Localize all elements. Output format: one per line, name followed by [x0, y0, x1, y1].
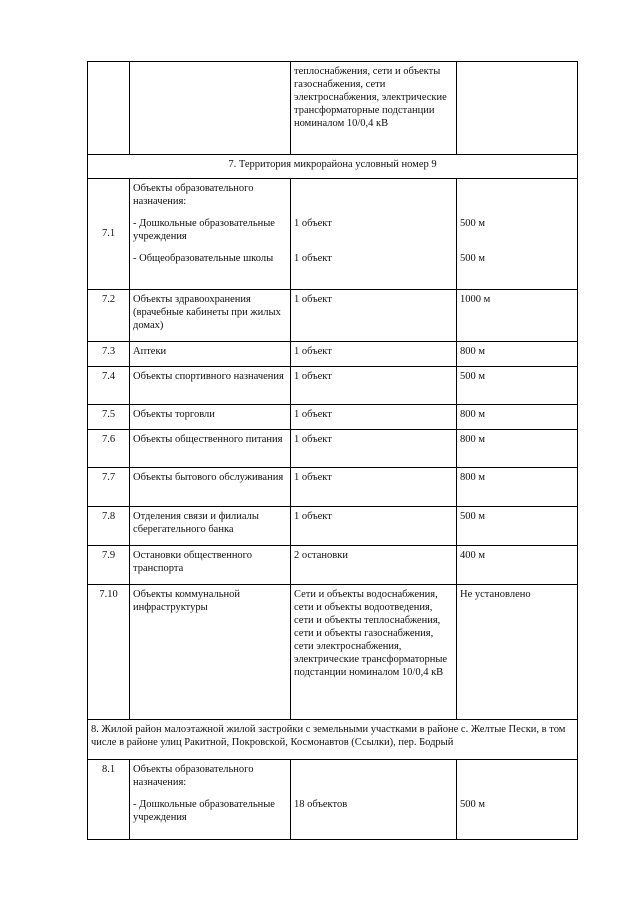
row-distance-cell: 800 м [457, 405, 578, 430]
table-row [88, 62, 578, 155]
row-number-cell [88, 62, 130, 155]
row-number-cell: 7.6 [88, 430, 130, 468]
row-distance-cell: 800 м [457, 430, 578, 468]
row-count-cell: 2 остановки [291, 546, 457, 585]
subitem-name: - Дошкольные образовательные учреждения [133, 218, 275, 242]
row-count-cell [291, 760, 457, 840]
subitem-distance: 500 м [460, 218, 486, 229]
subitem-count: 18 объектов [294, 799, 348, 810]
table-row [88, 290, 578, 342]
row-name-cell: Аптеки [130, 342, 291, 367]
row-name-cell [130, 179, 291, 290]
subitem-distance: 500 м [460, 799, 486, 810]
table-row [88, 585, 578, 720]
row-number-cell: 7.4 [88, 367, 130, 405]
row-name-cell: Объекты торговли [130, 405, 291, 430]
row-count-cell: теплоснабжения, сети и объекты газоснабжения, сети электроснабжения, электрические трансформаторные подстанции номиналом 10/0,4 кВ [291, 62, 457, 155]
row-name-cell: Отделения связи и филиалы сберегательного банка [130, 507, 291, 546]
row-distance-cell: 500 м [457, 367, 578, 405]
subitem-count: 1 объект [294, 253, 332, 264]
row-number-cell: 7.8 [88, 507, 130, 546]
row-distance-cell: 800 м [457, 468, 578, 507]
table-row [88, 468, 578, 507]
row-number-cell: 7.2 [88, 290, 130, 342]
facilities-table [87, 61, 578, 840]
row-count-cell: 1 объект [291, 290, 457, 342]
row-name-cell: Объекты спортивного назначения [130, 367, 291, 405]
row-distance-cell [457, 62, 578, 155]
row-name-cell: Остановки общественного транспорта [130, 546, 291, 585]
row-number-cell: 7.3 [88, 342, 130, 367]
row-distance-cell [457, 760, 578, 840]
section-header-row [88, 720, 578, 760]
row-number-cell: 7.9 [88, 546, 130, 585]
table-row [88, 367, 578, 405]
row-name-cell: Объекты общественного питания [130, 430, 291, 468]
row-distance-cell: 800 м [457, 342, 578, 367]
table-row [88, 179, 578, 290]
row-distance-cell [457, 179, 578, 290]
row-name-cell: Объекты коммунальной инфраструктуры [130, 585, 291, 720]
row-distance-cell: 400 м [457, 546, 578, 585]
row-number-cell: 7.10 [88, 585, 130, 720]
row-number-cell: 7.5 [88, 405, 130, 430]
row-distance-cell: 500 м [457, 507, 578, 546]
row-name-cell: Объекты здравоохранения (врачебные кабинеты при жилых домах) [130, 290, 291, 342]
row-number-cell: 8.1 [88, 760, 130, 840]
row-distance-cell: Не установлено [457, 585, 578, 720]
section-8-title: 8. Жилой район малоэтажной жилой застройки с земельными участками в районе с. Желтые Пески, в том числе в районе улиц Ракитной, Покровской, Космонавтов (Ссылки), пер. Бодрый [88, 720, 578, 760]
row-number-cell: 7.1 [88, 179, 130, 290]
group-title: Объекты образовательного назначения: [133, 764, 254, 788]
table-row [88, 405, 578, 430]
subitem-distance: 500 м [460, 253, 486, 264]
row-name-cell [130, 760, 291, 840]
row-name-cell: Объекты бытового обслуживания [130, 468, 291, 507]
table-row [88, 546, 578, 585]
subitem-name: - Дошкольные образовательные учреждения [133, 799, 275, 823]
row-name-cell [130, 62, 291, 155]
table-row [88, 760, 578, 840]
row-number-cell: 7.7 [88, 468, 130, 507]
row-count-cell: 1 объект [291, 507, 457, 546]
row-count-cell: 1 объект [291, 430, 457, 468]
table-row [88, 342, 578, 367]
subitem-name: - Общеобразовательные школы [133, 253, 274, 264]
table-row [88, 430, 578, 468]
section-7-title: 7. Территория микрорайона условный номер 9 [88, 155, 578, 179]
row-count-cell: 1 объект [291, 468, 457, 507]
table-row [88, 507, 578, 546]
row-distance-cell: 1000 м [457, 290, 578, 342]
subitem-count: 1 объект [294, 218, 332, 229]
group-title: Объекты образовательного назначения: [133, 183, 254, 207]
row-count-cell [291, 179, 457, 290]
row-count-cell: 1 объект [291, 342, 457, 367]
section-header-row [88, 155, 578, 179]
row-count-cell: 1 объект [291, 405, 457, 430]
row-count-cell: 1 объект [291, 367, 457, 405]
row-count-cell: Сети и объекты водоснабжения, сети и объекты водоотведения, сети и объекты теплоснабжения, сети и объекты газоснабжения, сети электроснабжения, электрические трансформаторные подстанции номиналом 10/0,4 кВ [291, 585, 457, 720]
